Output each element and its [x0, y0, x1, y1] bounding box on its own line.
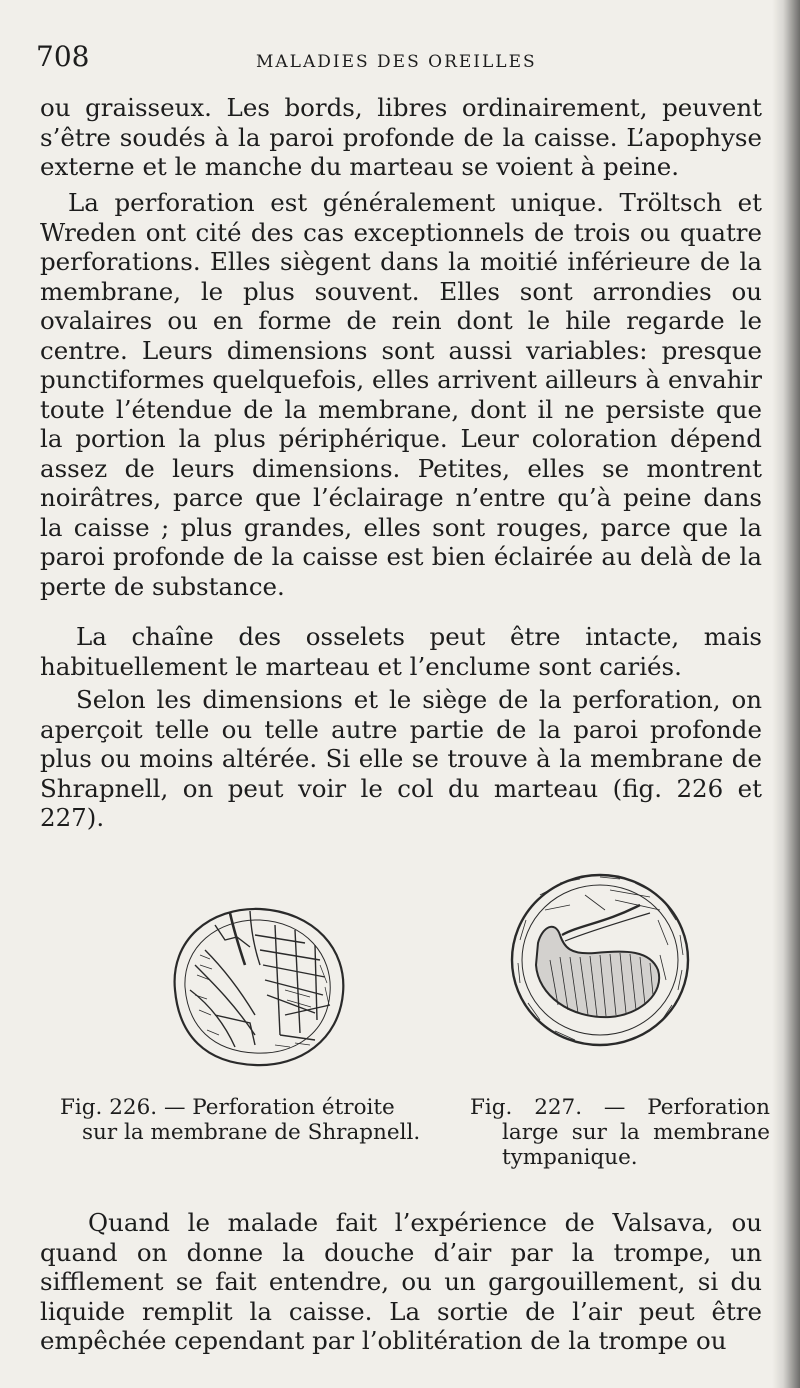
- figure-227-caption-first: Perforation: [647, 1095, 770, 1120]
- eardrum-shrapnell-perforation-drawing: [155, 895, 355, 1075]
- figure-227-caption-rest: large sur la membrane tympanique.: [502, 1120, 770, 1170]
- figure-226-dash: —: [163, 1095, 186, 1120]
- eardrum-large-perforation-drawing: [500, 865, 700, 1060]
- paragraph-1: ou graisseux. Les bords, libres ordinairement, peuvent s’être soudés à la paroi profonde de la caisse. L’apophyse externe et le manche du marteau se voient à peine.: [40, 93, 762, 181]
- page-header: [36, 40, 756, 80]
- running-head: MALADIES DES OREILLES: [256, 52, 537, 72]
- figure-226-caption: [60, 1095, 450, 1145]
- page-edge-shadow: [772, 0, 800, 1388]
- paragraph-3: La chaîne des osselets peut être intacte, mais habituellement le marteau et l’enclume sont cariés.: [40, 622, 762, 681]
- figure-226-label: Fig. 226.: [60, 1095, 158, 1120]
- figure-227-dash: —: [603, 1095, 626, 1120]
- figure-226-illustration: [155, 895, 355, 1075]
- paragraph-2: La perforation est généralement unique. Tröltsch et Wreden ont cité des cas exceptionnels de trois ou quatre perforations. Elles siègent dans la moitié inférieure de la membrane, le plus souvent. Elles sont arrondies ou ovalaires ou en forme de rein dont le hile regarde le centre. Leurs dimensions sont aussi variables: presque punctiformes quelquefois, elles arrivent ailleurs à envahir toute l’étendue de la membrane, dont il ne persiste que la portion la plus périphérique. Leur coloration dépend assez de leurs dimensions. Petites, elles se montrent noirâtres, parce que l’éclairage n’entre qu’à peine dans la caisse ; plus grandes, elles sont rouges, parce que la paroi profonde de la caisse est bien éclairée au delà de la perte de substance.: [40, 188, 762, 601]
- figure-227-illustration: [500, 865, 700, 1060]
- paragraph-5: Quand le malade fait l’expérience de Valsava, ou quand on donne la douche d’air par la trompe, un sifflement se fait entendre, ou un gargouillement, si du liquide remplit la caisse. La sortie de l’air peut être empêchée cependant par l’oblitération de la trompe ou: [40, 1208, 762, 1355]
- paragraph-4: Selon les dimensions et le siège de la perforation, on aperçoit telle ou telle autre partie de la paroi profonde plus ou moins altérée. Si elle se trouve à la membrane de Shrapnell, on peut voir le col du marteau (fig. 226 et 227).: [40, 685, 762, 832]
- figure-226-caption-rest: sur la membrane de Shrapnell.: [82, 1120, 421, 1145]
- figure-227-label: Fig. 227.: [470, 1095, 583, 1120]
- figure-226-caption-first: Perforation étroite: [192, 1095, 395, 1120]
- page-number: 708: [36, 40, 90, 73]
- figure-227-caption-head: [470, 1095, 770, 1120]
- figure-227-caption: [470, 1095, 770, 1170]
